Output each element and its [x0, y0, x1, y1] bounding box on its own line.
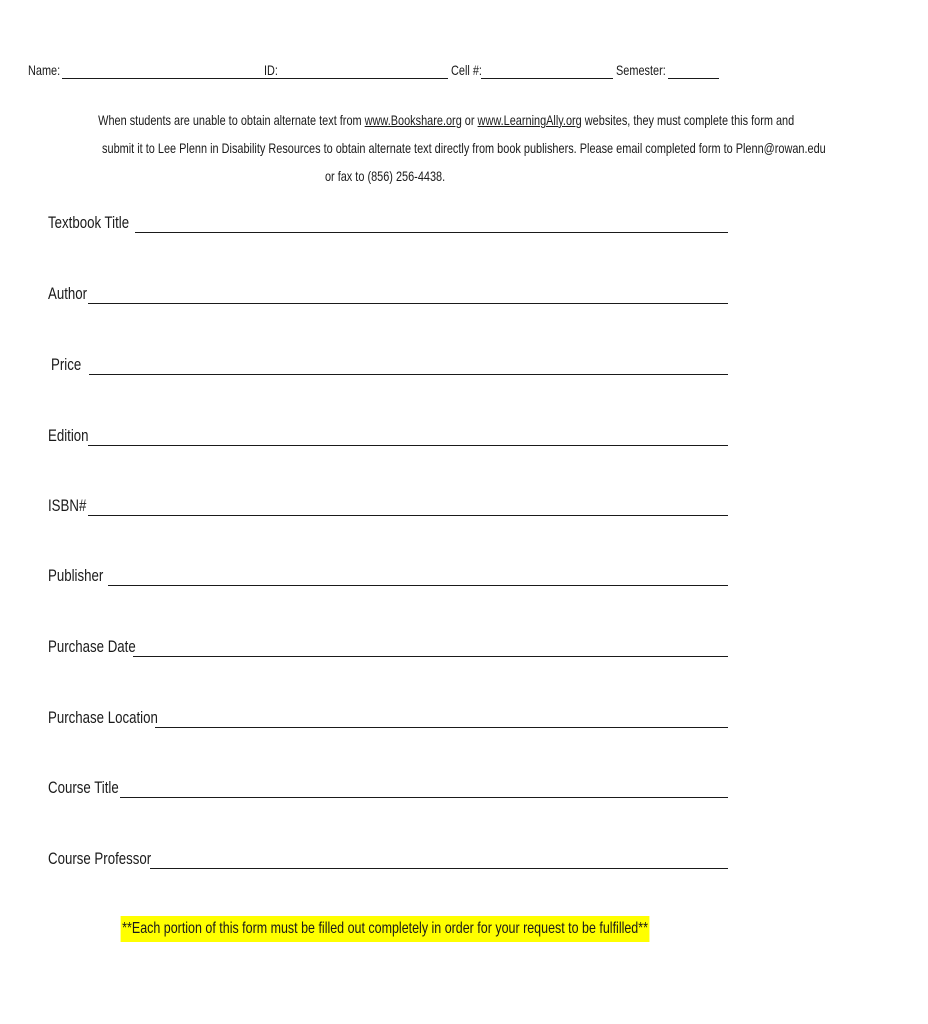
- textbook-title-label: Textbook Title: [48, 213, 130, 232]
- author-label: Author: [48, 284, 88, 303]
- required-notice: **Each portion of this form must be filled out completely in order for your request to be fulfilled**: [121, 916, 650, 942]
- purchase-location-line[interactable]: [155, 727, 728, 728]
- instructions-text-2: submit it to Lee Plenn in Disability Resources to obtain alternate text directly from book publishers. Please email completed form to Plenn@rowan.edu: [102, 140, 826, 156]
- course-professor-label: Course Professor: [48, 849, 152, 868]
- textbook-title-line[interactable]: [135, 232, 728, 233]
- instructions-line-2: [0, 134, 826, 162]
- purchase-date-field[interactable]: [48, 637, 728, 661]
- instructions-text-1b: or: [461, 112, 478, 128]
- instructions-line-3: [0, 162, 770, 190]
- course-title-label: Course Title: [48, 778, 119, 797]
- instructions-text-3: or fax to (856) 256-4438.: [324, 168, 446, 184]
- instructions-text-1c: websites, they must complete this form and: [581, 112, 795, 128]
- edition-field[interactable]: [48, 426, 728, 450]
- semester-label: Semester:: [616, 62, 666, 78]
- course-title-line[interactable]: [120, 797, 728, 798]
- price-label: Price: [51, 355, 82, 374]
- semester-line[interactable]: [668, 78, 719, 79]
- isbn-label: ISBN#: [48, 496, 87, 515]
- price-line[interactable]: [89, 374, 728, 375]
- course-title-field[interactable]: [48, 778, 728, 802]
- purchase-date-line[interactable]: [133, 656, 728, 657]
- edition-line[interactable]: [88, 445, 728, 446]
- author-line[interactable]: [88, 303, 728, 304]
- price-field[interactable]: [48, 355, 728, 379]
- bookshare-link[interactable]: www.Bookshare.org: [364, 112, 462, 128]
- purchase-date-label: Purchase Date: [48, 637, 136, 656]
- purchase-location-field[interactable]: [48, 708, 728, 732]
- publisher-label: Publisher: [48, 566, 104, 585]
- course-professor-line[interactable]: [150, 868, 728, 869]
- textbook-title-field[interactable]: [48, 213, 728, 237]
- isbn-field[interactable]: [48, 496, 728, 520]
- footer-note: [0, 916, 770, 942]
- id-line[interactable]: [280, 78, 448, 79]
- author-field[interactable]: [48, 284, 728, 308]
- isbn-line[interactable]: [88, 515, 728, 516]
- instructions-line-1: [0, 106, 795, 134]
- instructions-paragraph: [0, 106, 826, 190]
- instructions-text-1a: When students are unable to obtain alternate text from: [98, 112, 365, 128]
- cell-line[interactable]: [481, 78, 613, 79]
- edition-label: Edition: [48, 426, 89, 445]
- header-fields-row: [0, 62, 770, 82]
- publisher-field[interactable]: [48, 566, 728, 590]
- publisher-line[interactable]: [108, 585, 728, 586]
- course-professor-field[interactable]: [48, 849, 728, 873]
- name-label: Name:: [28, 62, 61, 78]
- id-label: ID:: [264, 62, 278, 78]
- name-line[interactable]: [62, 78, 284, 79]
- purchase-location-label: Purchase Location: [48, 708, 158, 727]
- cell-label: Cell #:: [451, 62, 482, 78]
- learningally-link[interactable]: www.LearningAlly.org: [477, 112, 582, 128]
